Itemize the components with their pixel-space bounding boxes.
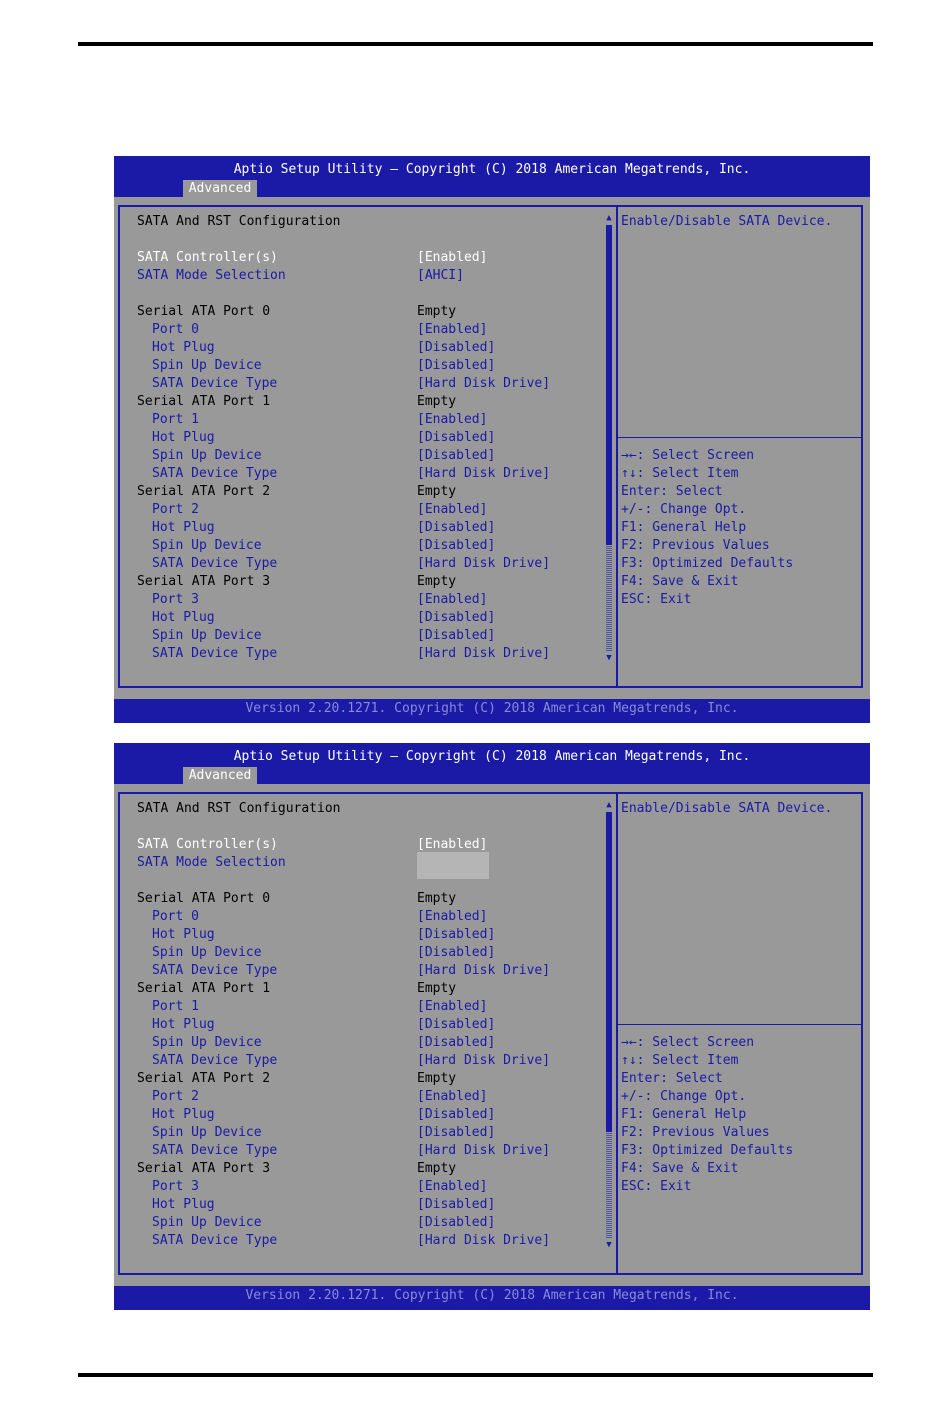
bios-header bbox=[114, 743, 870, 784]
help-key-line: F4: Save & Exit bbox=[621, 574, 739, 589]
port-1-item-3-label: SATA Device Type bbox=[152, 1053, 278, 1068]
port-3-item-1[interactable] bbox=[114, 609, 604, 627]
help-key-line: Enter: Select bbox=[621, 484, 723, 499]
port-3-item-1[interactable] bbox=[114, 1196, 604, 1214]
port-0-item-0[interactable] bbox=[114, 908, 604, 926]
port-2-item-0-value[interactable]: [Enabled] bbox=[417, 1089, 488, 1104]
port-1-item-3-label: SATA Device Type bbox=[152, 466, 278, 481]
port-0-item-0[interactable] bbox=[114, 321, 604, 339]
port-2-item-0[interactable] bbox=[114, 1088, 604, 1106]
port-3-item-0[interactable] bbox=[114, 1178, 604, 1196]
port-0-item-1-label: Hot Plug bbox=[152, 340, 215, 355]
help-key-line: →←: Select Screen bbox=[621, 448, 755, 463]
port-0-item-1[interactable] bbox=[114, 339, 604, 357]
sata-mode-selection-setting-label: SATA Mode Selection bbox=[137, 855, 286, 870]
serial-ata-port-1-header bbox=[114, 393, 604, 411]
port-0-item-2[interactable] bbox=[114, 944, 604, 962]
serial-ata-port-3-header-value: Empty bbox=[417, 574, 457, 589]
port-2-item-3-label: SATA Device Type bbox=[152, 1143, 278, 1158]
help-key-line: F4: Save & Exit bbox=[621, 1161, 739, 1176]
port-2-item-0-value[interactable]: [Enabled] bbox=[417, 502, 488, 517]
port-3-item-0-value[interactable]: [Enabled] bbox=[417, 592, 488, 607]
sata-controllers-setting[interactable] bbox=[114, 836, 604, 854]
port-2-item-2-label: Spin Up Device bbox=[152, 538, 262, 553]
port-1-item-3[interactable] bbox=[114, 465, 604, 483]
help-description: Enable/Disable SATA Device. bbox=[621, 214, 833, 229]
port-0-item-1-value[interactable]: [Disabled] bbox=[417, 340, 496, 355]
sata-controllers-setting-value[interactable]: [Enabled] bbox=[417, 250, 488, 265]
port-3-item-2[interactable] bbox=[114, 1214, 604, 1232]
sata-mode-selection-setting-label: SATA Mode Selection bbox=[137, 268, 286, 283]
port-1-item-2[interactable] bbox=[114, 447, 604, 465]
port-0-item-3-label: SATA Device Type bbox=[152, 376, 278, 391]
serial-ata-port-2-header-value: Empty bbox=[417, 484, 457, 499]
port-1-item-0[interactable] bbox=[114, 998, 604, 1016]
port-1-item-0-label: Port 1 bbox=[152, 999, 199, 1014]
port-0-item-2-value[interactable]: [Disabled] bbox=[417, 358, 496, 373]
serial-ata-port-2-header-label: Serial ATA Port 2 bbox=[137, 484, 271, 499]
port-3-item-1-value[interactable]: [Disabled] bbox=[417, 1197, 496, 1212]
sata-controllers-setting[interactable] bbox=[114, 249, 604, 267]
port-0-item-2[interactable] bbox=[114, 357, 604, 375]
port-1-item-1-label: Hot Plug bbox=[152, 1017, 215, 1032]
help-key-line: →←: Select Screen bbox=[621, 1035, 755, 1050]
port-1-item-1-value[interactable]: [Disabled] bbox=[417, 1017, 496, 1032]
sata-controllers-setting-label: SATA Controller(s) bbox=[137, 837, 278, 852]
port-3-item-2[interactable] bbox=[114, 627, 604, 645]
settings-scrollbar[interactable] bbox=[604, 800, 614, 1250]
option-popup-placeholder bbox=[417, 852, 489, 879]
port-1-item-0-value[interactable]: [Enabled] bbox=[417, 412, 488, 427]
tab-advanced[interactable]: Advanced bbox=[183, 767, 257, 784]
port-3-item-2-label: Spin Up Device bbox=[152, 1215, 262, 1230]
port-3-item-3[interactable] bbox=[114, 645, 604, 663]
port-1-item-2-label: Spin Up Device bbox=[152, 1035, 262, 1050]
port-0-item-2-label: Spin Up Device bbox=[152, 945, 262, 960]
port-3-item-0[interactable] bbox=[114, 591, 604, 609]
bios-header bbox=[114, 156, 870, 197]
port-1-item-2-value[interactable]: [Disabled] bbox=[417, 1035, 496, 1050]
serial-ata-port-1-header-value: Empty bbox=[417, 394, 457, 409]
port-3-item-3-label: SATA Device Type bbox=[152, 1233, 278, 1248]
port-0-item-2-label: Spin Up Device bbox=[152, 358, 262, 373]
help-key-line: ESC: Exit bbox=[621, 1179, 692, 1194]
page-top-rule bbox=[78, 42, 873, 46]
section-title-label: SATA And RST Configuration bbox=[137, 801, 341, 816]
port-0-item-1-label: Hot Plug bbox=[152, 927, 215, 942]
serial-ata-port-2-header-value: Empty bbox=[417, 1071, 457, 1086]
serial-ata-port-0-header bbox=[114, 303, 604, 321]
port-2-item-1-label: Hot Plug bbox=[152, 1107, 215, 1122]
port-2-item-3-value[interactable]: [Hard Disk Drive] bbox=[417, 1143, 551, 1158]
section-title bbox=[114, 800, 604, 818]
sata-mode-selection-setting-value[interactable]: [AHCI] bbox=[417, 268, 464, 283]
port-2-item-1[interactable] bbox=[114, 519, 604, 537]
port-0-item-3[interactable] bbox=[114, 375, 604, 393]
section-title bbox=[114, 213, 604, 231]
port-1-item-3[interactable] bbox=[114, 1052, 604, 1070]
port-3-item-3[interactable] bbox=[114, 1232, 604, 1250]
serial-ata-port-1-header bbox=[114, 980, 604, 998]
port-1-item-3-value[interactable]: [Hard Disk Drive] bbox=[417, 1053, 551, 1068]
help-key-legend bbox=[621, 447, 793, 609]
port-3-item-1-label: Hot Plug bbox=[152, 610, 215, 625]
port-3-item-0-label: Port 3 bbox=[152, 1179, 199, 1194]
scroll-down-arrow-icon[interactable]: ▼ bbox=[606, 653, 612, 663]
port-1-item-0-label: Port 1 bbox=[152, 412, 199, 427]
panel-divider bbox=[616, 792, 618, 1275]
port-1-item-1[interactable] bbox=[114, 429, 604, 447]
page-bottom-rule bbox=[78, 1373, 873, 1377]
port-2-item-1-label: Hot Plug bbox=[152, 520, 215, 535]
help-key-line: +/-: Change Opt. bbox=[621, 502, 747, 517]
serial-ata-port-3-header bbox=[114, 573, 604, 591]
help-key-legend bbox=[621, 1034, 793, 1196]
port-2-item-3[interactable] bbox=[114, 1142, 604, 1160]
port-2-item-3[interactable] bbox=[114, 555, 604, 573]
serial-ata-port-0-header-label: Serial ATA Port 0 bbox=[137, 891, 271, 906]
port-0-item-3-label: SATA Device Type bbox=[152, 963, 278, 978]
settings-scrollbar[interactable] bbox=[604, 213, 614, 663]
port-3-item-0-label: Port 3 bbox=[152, 592, 199, 607]
port-2-item-0-label: Port 2 bbox=[152, 1089, 199, 1104]
port-2-item-2-value[interactable]: [Disabled] bbox=[417, 538, 496, 553]
port-0-item-2-value[interactable]: [Disabled] bbox=[417, 945, 496, 960]
port-1-item-0-value[interactable]: [Enabled] bbox=[417, 999, 488, 1014]
serial-ata-port-3-header-label: Serial ATA Port 3 bbox=[137, 1161, 271, 1176]
port-0-item-0-value[interactable]: [Enabled] bbox=[417, 909, 488, 924]
port-0-item-0-label: Port 0 bbox=[152, 909, 199, 924]
port-0-item-0-label: Port 0 bbox=[152, 322, 199, 337]
bios-footer bbox=[114, 699, 870, 723]
section-title-label: SATA And RST Configuration bbox=[137, 214, 341, 229]
serial-ata-port-0-header-label: Serial ATA Port 0 bbox=[137, 304, 271, 319]
port-3-item-3-label: SATA Device Type bbox=[152, 646, 278, 661]
port-2-item-2-value[interactable]: [Disabled] bbox=[417, 1125, 496, 1140]
help-key-line: F3: Optimized Defaults bbox=[621, 1143, 794, 1158]
bios-title: Aptio Setup Utility – Copyright (C) 2018 American Megatrends, Inc. bbox=[233, 749, 751, 764]
serial-ata-port-1-header-label: Serial ATA Port 1 bbox=[137, 981, 271, 996]
serial-ata-port-2-header bbox=[114, 483, 604, 501]
port-0-item-3[interactable] bbox=[114, 962, 604, 980]
panel-divider bbox=[616, 205, 618, 688]
serial-ata-port-2-header-label: Serial ATA Port 2 bbox=[137, 1071, 271, 1086]
help-key-line: ESC: Exit bbox=[621, 592, 692, 607]
bios-title: Aptio Setup Utility – Copyright (C) 2018 American Megatrends, Inc. bbox=[233, 162, 751, 177]
port-0-item-1-value[interactable]: [Disabled] bbox=[417, 927, 496, 942]
help-key-line: F1: General Help bbox=[621, 520, 747, 535]
help-key-line: ↑↓: Select Item bbox=[621, 1053, 739, 1068]
bios-screen-1 bbox=[114, 156, 870, 723]
footer-version-text: Version 2.20.1271. Copyright (C) 2018 American Megatrends, Inc. bbox=[245, 701, 739, 716]
serial-ata-port-1-header-value: Empty bbox=[417, 981, 457, 996]
port-1-item-2-value[interactable]: [Disabled] bbox=[417, 448, 496, 463]
sata-controllers-setting-value[interactable]: [Enabled] bbox=[417, 837, 488, 852]
port-2-item-0-label: Port 2 bbox=[152, 502, 199, 517]
port-3-item-2-label: Spin Up Device bbox=[152, 628, 262, 643]
help-description: Enable/Disable SATA Device. bbox=[621, 801, 833, 816]
scroll-thumb[interactable] bbox=[606, 812, 612, 1132]
port-0-item-3-value[interactable]: [Hard Disk Drive] bbox=[417, 963, 551, 978]
port-3-item-3-value[interactable]: [Hard Disk Drive] bbox=[417, 1233, 551, 1248]
bios-screen-2 bbox=[114, 743, 870, 1310]
scroll-thumb[interactable] bbox=[606, 225, 612, 545]
help-divider bbox=[618, 1024, 863, 1025]
port-2-item-2[interactable] bbox=[114, 537, 604, 555]
port-2-item-0[interactable] bbox=[114, 501, 604, 519]
port-1-item-0[interactable] bbox=[114, 411, 604, 429]
help-key-line: ↑↓: Select Item bbox=[621, 466, 739, 481]
help-key-line: Enter: Select bbox=[621, 1071, 723, 1086]
serial-ata-port-0-header bbox=[114, 890, 604, 908]
port-1-item-1-value[interactable]: [Disabled] bbox=[417, 430, 496, 445]
serial-ata-port-0-header-value: Empty bbox=[417, 304, 457, 319]
port-3-item-0-value[interactable]: [Enabled] bbox=[417, 1179, 488, 1194]
serial-ata-port-2-header bbox=[114, 1070, 604, 1088]
port-2-item-1-value[interactable]: [Disabled] bbox=[417, 520, 496, 535]
port-0-item-0-value[interactable]: [Enabled] bbox=[417, 322, 488, 337]
help-divider bbox=[618, 437, 863, 438]
help-key-line: +/-: Change Opt. bbox=[621, 1089, 747, 1104]
help-key-line: F2: Previous Values bbox=[621, 1125, 770, 1140]
scroll-down-arrow-icon[interactable]: ▼ bbox=[606, 1240, 612, 1250]
scroll-up-arrow-icon[interactable]: ▲ bbox=[606, 213, 612, 223]
sata-mode-selection-setting[interactable] bbox=[114, 267, 604, 285]
port-3-item-1-value[interactable]: [Disabled] bbox=[417, 610, 496, 625]
help-key-line: F3: Optimized Defaults bbox=[621, 556, 794, 571]
port-1-item-1-label: Hot Plug bbox=[152, 430, 215, 445]
scroll-track[interactable] bbox=[606, 545, 612, 651]
port-0-item-3-value[interactable]: [Hard Disk Drive] bbox=[417, 376, 551, 391]
scroll-up-arrow-icon[interactable]: ▲ bbox=[606, 800, 612, 810]
port-2-item-3-label: SATA Device Type bbox=[152, 556, 278, 571]
port-2-item-1[interactable] bbox=[114, 1106, 604, 1124]
serial-ata-port-1-header-label: Serial ATA Port 1 bbox=[137, 394, 271, 409]
bios-body bbox=[114, 784, 870, 1286]
serial-ata-port-3-header-value: Empty bbox=[417, 1161, 457, 1176]
bios-body bbox=[114, 197, 870, 699]
port-0-item-1[interactable] bbox=[114, 926, 604, 944]
footer-version-text: Version 2.20.1271. Copyright (C) 2018 American Megatrends, Inc. bbox=[245, 1288, 739, 1303]
serial-ata-port-0-header-value: Empty bbox=[417, 891, 457, 906]
sata-mode-selection-setting[interactable] bbox=[114, 854, 604, 872]
bios-footer bbox=[114, 1286, 870, 1310]
sata-controllers-setting-label: SATA Controller(s) bbox=[137, 250, 278, 265]
port-1-item-3-value[interactable]: [Hard Disk Drive] bbox=[417, 466, 551, 481]
help-key-line: F1: General Help bbox=[621, 1107, 747, 1122]
port-2-item-3-value[interactable]: [Hard Disk Drive] bbox=[417, 556, 551, 571]
port-2-item-2[interactable] bbox=[114, 1124, 604, 1142]
port-2-item-2-label: Spin Up Device bbox=[152, 1125, 262, 1140]
port-1-item-2-label: Spin Up Device bbox=[152, 448, 262, 463]
help-key-line: F2: Previous Values bbox=[621, 538, 770, 553]
tab-advanced[interactable]: Advanced bbox=[183, 180, 257, 197]
port-3-item-2-value[interactable]: [Disabled] bbox=[417, 1215, 496, 1230]
serial-ata-port-3-header-label: Serial ATA Port 3 bbox=[137, 574, 271, 589]
port-3-item-3-value[interactable]: [Hard Disk Drive] bbox=[417, 646, 551, 661]
port-3-item-2-value[interactable]: [Disabled] bbox=[417, 628, 496, 643]
serial-ata-port-3-header bbox=[114, 1160, 604, 1178]
port-1-item-1[interactable] bbox=[114, 1016, 604, 1034]
scroll-track[interactable] bbox=[606, 1132, 612, 1238]
port-1-item-2[interactable] bbox=[114, 1034, 604, 1052]
port-2-item-1-value[interactable]: [Disabled] bbox=[417, 1107, 496, 1122]
port-3-item-1-label: Hot Plug bbox=[152, 1197, 215, 1212]
